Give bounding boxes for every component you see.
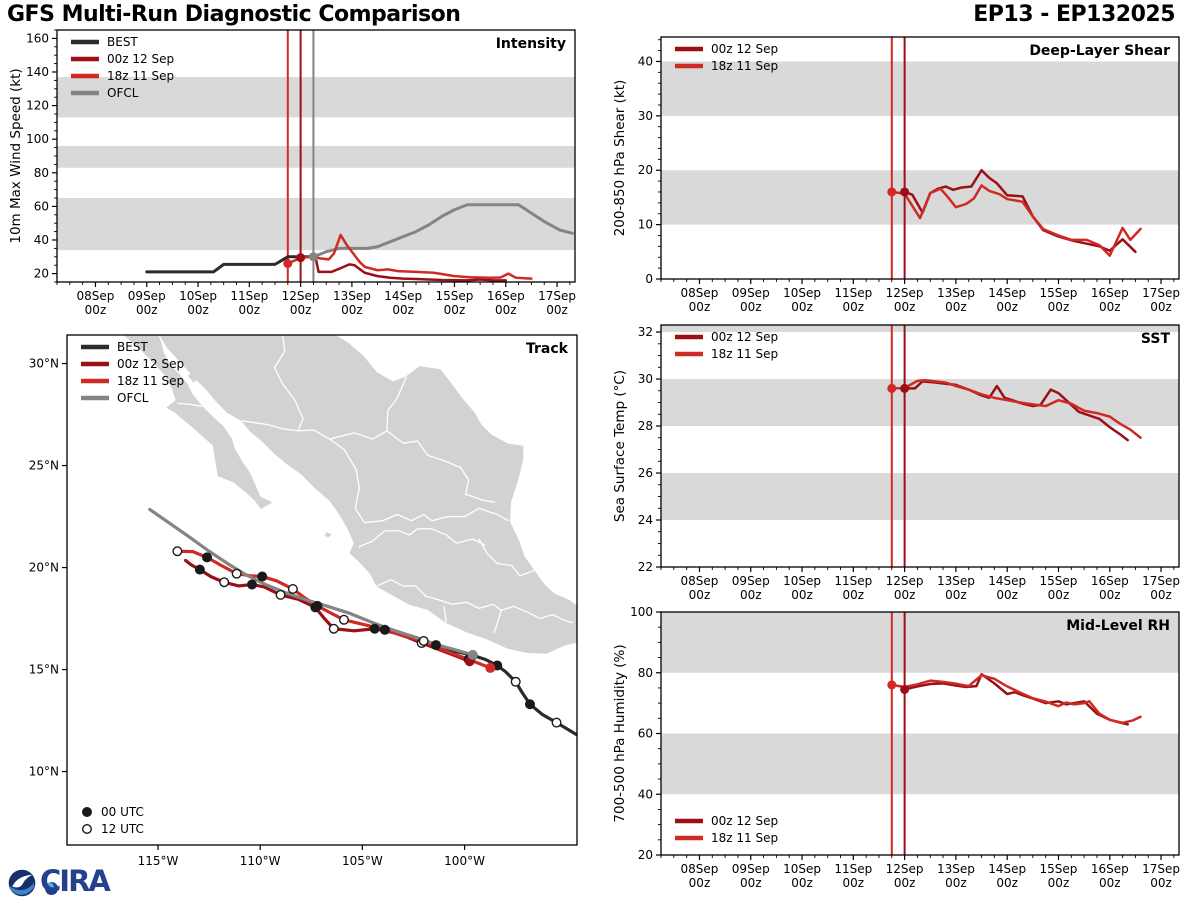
- y-tick-label: 80: [33, 165, 49, 180]
- logo-area: [0, 860, 320, 900]
- track-marker-12utc: [340, 615, 349, 624]
- track-marker-00utc: [370, 624, 379, 633]
- x-tick-day: 17Sep: [1142, 286, 1180, 300]
- x-tick-hour: 00z: [443, 303, 466, 317]
- y-tick-label: 20: [637, 848, 653, 862]
- x-tick-hour: 00z: [1098, 300, 1121, 314]
- x-tick-day: 15Sep: [1039, 286, 1078, 300]
- x-tick-day: 12Sep: [281, 289, 320, 303]
- y-tick-label: 22: [637, 560, 653, 574]
- x-tick-hour: 00z: [739, 588, 762, 602]
- x-tick-hour: 00z: [238, 303, 261, 317]
- track-marker-12utc: [419, 637, 428, 646]
- y-tick-label: 32: [637, 325, 653, 340]
- x-tick-hour: 00z: [392, 303, 414, 317]
- x-tick-day: 13Sep: [936, 862, 975, 876]
- legend-label-ofcl: OFCL: [117, 391, 149, 405]
- noaa-logo-icon: [8, 869, 36, 897]
- y-tick-label: 160: [26, 31, 49, 46]
- x-tick-hour: 00z: [893, 300, 916, 314]
- x-tick-day: 11Sep: [834, 862, 873, 876]
- lat-tick-label: 25°N: [28, 458, 59, 473]
- y-axis-label: 700-500 hPa Humidity (%): [612, 644, 628, 823]
- category-band: [661, 473, 1179, 520]
- x-tick-day: 16Sep: [1090, 862, 1129, 876]
- init-dot-run0: [900, 384, 909, 393]
- track-marker-12utc: [276, 591, 285, 600]
- panel-title-rh: Mid-Level RH: [1066, 618, 1170, 634]
- x-tick-day: 08Sep: [680, 862, 719, 876]
- x-tick-hour: 00z: [842, 588, 865, 602]
- x-tick-day: 14Sep: [988, 862, 1027, 876]
- x-tick-hour: 00z: [187, 303, 209, 317]
- y-tick-label: 120: [26, 98, 49, 113]
- x-tick-day: 14Sep: [988, 574, 1027, 588]
- track-marker-12utc: [552, 718, 561, 727]
- y-tick-label: 40: [637, 787, 653, 802]
- legend-label-run0: 00z 12 Sep: [711, 330, 779, 344]
- x-tick-day: 10Sep: [179, 289, 217, 303]
- x-tick-day: 11Sep: [230, 289, 269, 303]
- y-tick-label: 30: [637, 372, 653, 387]
- storm-id-title: EP13 - EP132025: [973, 2, 1175, 27]
- lat-tick-label: 10°N: [28, 764, 59, 779]
- legend-label-run0: 00z 12 Sep: [117, 357, 185, 371]
- init-dot-run1: [887, 187, 896, 196]
- x-tick-day: 10Sep: [783, 862, 821, 876]
- y-tick-label: 10: [637, 217, 653, 232]
- x-tick-day: 08Sep: [680, 574, 719, 588]
- x-tick-day: 09Sep: [731, 574, 770, 588]
- track-marker-00utc: [313, 602, 322, 611]
- y-tick-label: 140: [26, 65, 49, 79]
- legend-label-ofcl: OFCL: [107, 86, 139, 100]
- x-tick-day: 09Sep: [731, 286, 770, 300]
- track-panel: [29, 335, 577, 868]
- legend-label-best: BEST: [117, 340, 148, 354]
- x-tick-day: 13Sep: [332, 289, 371, 303]
- track-marker-00utc: [196, 565, 205, 574]
- lon-tick-label: 115°W: [137, 854, 179, 868]
- land-polygon: [325, 533, 331, 537]
- x-tick-day: 11Sep: [834, 286, 873, 300]
- y-axis-label: Sea Surface Temp (°C): [612, 369, 628, 523]
- y-tick-label: 60: [33, 199, 49, 214]
- y-tick-label: 30: [637, 108, 653, 123]
- x-tick-day: 17Sep: [538, 289, 576, 303]
- track-marker-00utc: [381, 625, 390, 634]
- x-tick-day: 10Sep: [783, 574, 821, 588]
- track-init-dot-run1: [485, 663, 495, 673]
- track-marker-00utc: [248, 580, 257, 589]
- legend-label-run0: 00z 12 Sep: [711, 814, 779, 828]
- track-marker-12utc: [232, 569, 241, 578]
- legend-label-run1: 18z 11 Sep: [107, 69, 175, 83]
- x-tick-hour: 00z: [135, 303, 158, 317]
- x-tick-day: 12Sep: [885, 574, 924, 588]
- y-tick-label: 20: [637, 163, 653, 178]
- x-tick-day: 17Sep: [1142, 574, 1180, 588]
- init-dot-run1: [283, 259, 292, 268]
- x-tick-day: 14Sep: [384, 289, 423, 303]
- y-tick-label: 24: [637, 513, 653, 528]
- track-marker-00utc: [258, 572, 267, 581]
- lat-tick-label: 15°N: [28, 662, 59, 677]
- x-tick-day: 15Sep: [1039, 574, 1078, 588]
- y-tick-label: 40: [33, 233, 49, 247]
- y-tick-label: 0: [645, 272, 653, 286]
- legend-label-run1: 18z 11 Sep: [117, 374, 185, 388]
- x-tick-hour: 00z: [546, 303, 568, 317]
- track-marker-12utc: [289, 585, 298, 594]
- cira-logo: [40, 864, 109, 898]
- x-tick-day: 12Sep: [885, 286, 924, 300]
- y-tick-label: 26: [637, 466, 653, 481]
- x-tick-hour: 00z: [289, 303, 312, 317]
- y-tick-label: 60: [637, 726, 653, 741]
- legend-label-run1: 18z 11 Sep: [711, 831, 779, 845]
- x-tick-day: 09Sep: [127, 289, 166, 303]
- lon-tick-label: 110°W: [239, 854, 281, 868]
- x-tick-day: 17Sep: [1142, 862, 1180, 876]
- marker-legend-12utc: [83, 825, 92, 834]
- x-tick-hour: 00z: [996, 876, 1018, 890]
- x-tick-hour: 00z: [1098, 588, 1121, 602]
- x-tick-hour: 00z: [688, 588, 711, 602]
- x-tick-day: 16Sep: [486, 289, 525, 303]
- x-tick-hour: 00z: [1047, 876, 1070, 890]
- y-tick-label: 40: [637, 54, 653, 69]
- x-tick-hour: 00z: [996, 300, 1018, 314]
- y-tick-label: 28: [637, 419, 653, 434]
- track-marker-00utc: [432, 641, 441, 650]
- x-tick-day: 12Sep: [885, 862, 924, 876]
- sst-panel: [612, 325, 1180, 602]
- y-tick-label: 20: [33, 266, 49, 281]
- lat-tick-label: 30°N: [28, 356, 59, 371]
- x-tick-hour: 00z: [791, 876, 813, 890]
- x-tick-hour: 00z: [945, 588, 967, 602]
- x-tick-hour: 00z: [893, 588, 916, 602]
- track-marker-12utc: [220, 578, 229, 587]
- x-tick-day: 13Sep: [936, 574, 975, 588]
- marker-legend-label: 12 UTC: [101, 822, 144, 836]
- lon-tick-label: 100°W: [444, 854, 485, 868]
- x-tick-day: 08Sep: [76, 289, 115, 303]
- track-marker-12utc: [329, 624, 338, 633]
- panel-title-sst: SST: [1140, 331, 1170, 347]
- track-marker-12utc: [511, 678, 520, 687]
- x-tick-hour: 00z: [84, 303, 107, 317]
- legend-label-run1: 18z 11 Sep: [711, 347, 779, 361]
- x-tick-hour: 00z: [341, 303, 363, 317]
- lon-tick-label: 105°W: [341, 854, 383, 868]
- x-tick-hour: 00z: [739, 300, 762, 314]
- x-tick-hour: 00z: [791, 300, 813, 314]
- x-tick-day: 08Sep: [680, 286, 719, 300]
- x-tick-hour: 00z: [945, 300, 967, 314]
- init-dot-run0: [296, 253, 305, 262]
- marker-legend-00utc: [83, 808, 92, 817]
- map-content: [124, 335, 577, 735]
- y-axis-label: 10m Max Wind Speed (kt): [8, 68, 24, 244]
- x-tick-hour: 00z: [945, 876, 967, 890]
- panel-title-intensity: Intensity: [495, 36, 566, 52]
- init-dot-run0: [900, 187, 909, 196]
- x-tick-hour: 00z: [1098, 876, 1121, 890]
- x-tick-day: 09Sep: [731, 862, 770, 876]
- track-marker-12utc: [173, 547, 182, 556]
- x-tick-day: 16Sep: [1090, 286, 1129, 300]
- x-tick-hour: 00z: [1047, 300, 1070, 314]
- x-tick-hour: 00z: [893, 876, 916, 890]
- intensity-panel: [8, 30, 576, 317]
- legend-label-best: BEST: [107, 35, 138, 49]
- init-dot-ofcl: [309, 252, 318, 261]
- x-tick-hour: 00z: [1047, 588, 1070, 602]
- x-tick-day: 15Sep: [1039, 862, 1078, 876]
- x-tick-hour: 00z: [494, 303, 517, 317]
- x-tick-hour: 00z: [688, 876, 711, 890]
- init-dot-run0: [900, 685, 909, 694]
- x-tick-hour: 00z: [1150, 588, 1172, 602]
- page-title: GFS Multi-Run Diagnostic Comparison: [7, 2, 461, 27]
- y-tick-label: 100: [630, 605, 653, 619]
- lat-tick-label: 20°N: [28, 560, 59, 575]
- x-tick-hour: 00z: [791, 588, 813, 602]
- x-tick-hour: 00z: [739, 876, 762, 890]
- init-dot-run1: [887, 680, 896, 689]
- x-tick-day: 14Sep: [988, 286, 1027, 300]
- x-tick-day: 15Sep: [435, 289, 474, 303]
- x-tick-hour: 00z: [842, 876, 865, 890]
- axes-frame: [661, 325, 1179, 567]
- category-band: [57, 146, 575, 168]
- x-tick-hour: 00z: [996, 588, 1018, 602]
- y-tick-label: 80: [637, 665, 653, 680]
- x-tick-day: 11Sep: [834, 574, 873, 588]
- panel-title-shear: Deep-Layer Shear: [1029, 43, 1170, 59]
- x-tick-day: 10Sep: [783, 286, 821, 300]
- y-tick-label: 100: [26, 132, 49, 147]
- land-polygon: [160, 335, 577, 653]
- x-tick-hour: 00z: [1150, 300, 1172, 314]
- category-band: [661, 734, 1179, 795]
- x-tick-day: 13Sep: [936, 286, 975, 300]
- track-init-dot-ofcl: [468, 650, 478, 660]
- y-axis-label: 200-850 hPa Shear (kt): [612, 79, 628, 237]
- series-run1: [892, 675, 1141, 723]
- x-tick-hour: 00z: [1150, 876, 1172, 890]
- marker-legend-label: 00 UTC: [101, 805, 144, 819]
- legend-label-run0: 00z 12 Sep: [711, 42, 779, 56]
- x-tick-hour: 00z: [842, 300, 865, 314]
- panel-title-track: Track: [526, 341, 568, 357]
- legend-label-run0: 00z 12 Sep: [107, 52, 175, 66]
- shear-panel: [612, 37, 1180, 314]
- legend-label-run1: 18z 11 Sep: [711, 59, 779, 73]
- x-tick-hour: 00z: [688, 300, 711, 314]
- track-marker-00utc: [203, 553, 212, 562]
- rh-panel: [612, 605, 1180, 890]
- x-tick-day: 16Sep: [1090, 574, 1129, 588]
- track-marker-00utc: [526, 700, 535, 709]
- cira-logo-text: CIRA: [40, 864, 109, 898]
- init-dot-run1: [887, 384, 896, 393]
